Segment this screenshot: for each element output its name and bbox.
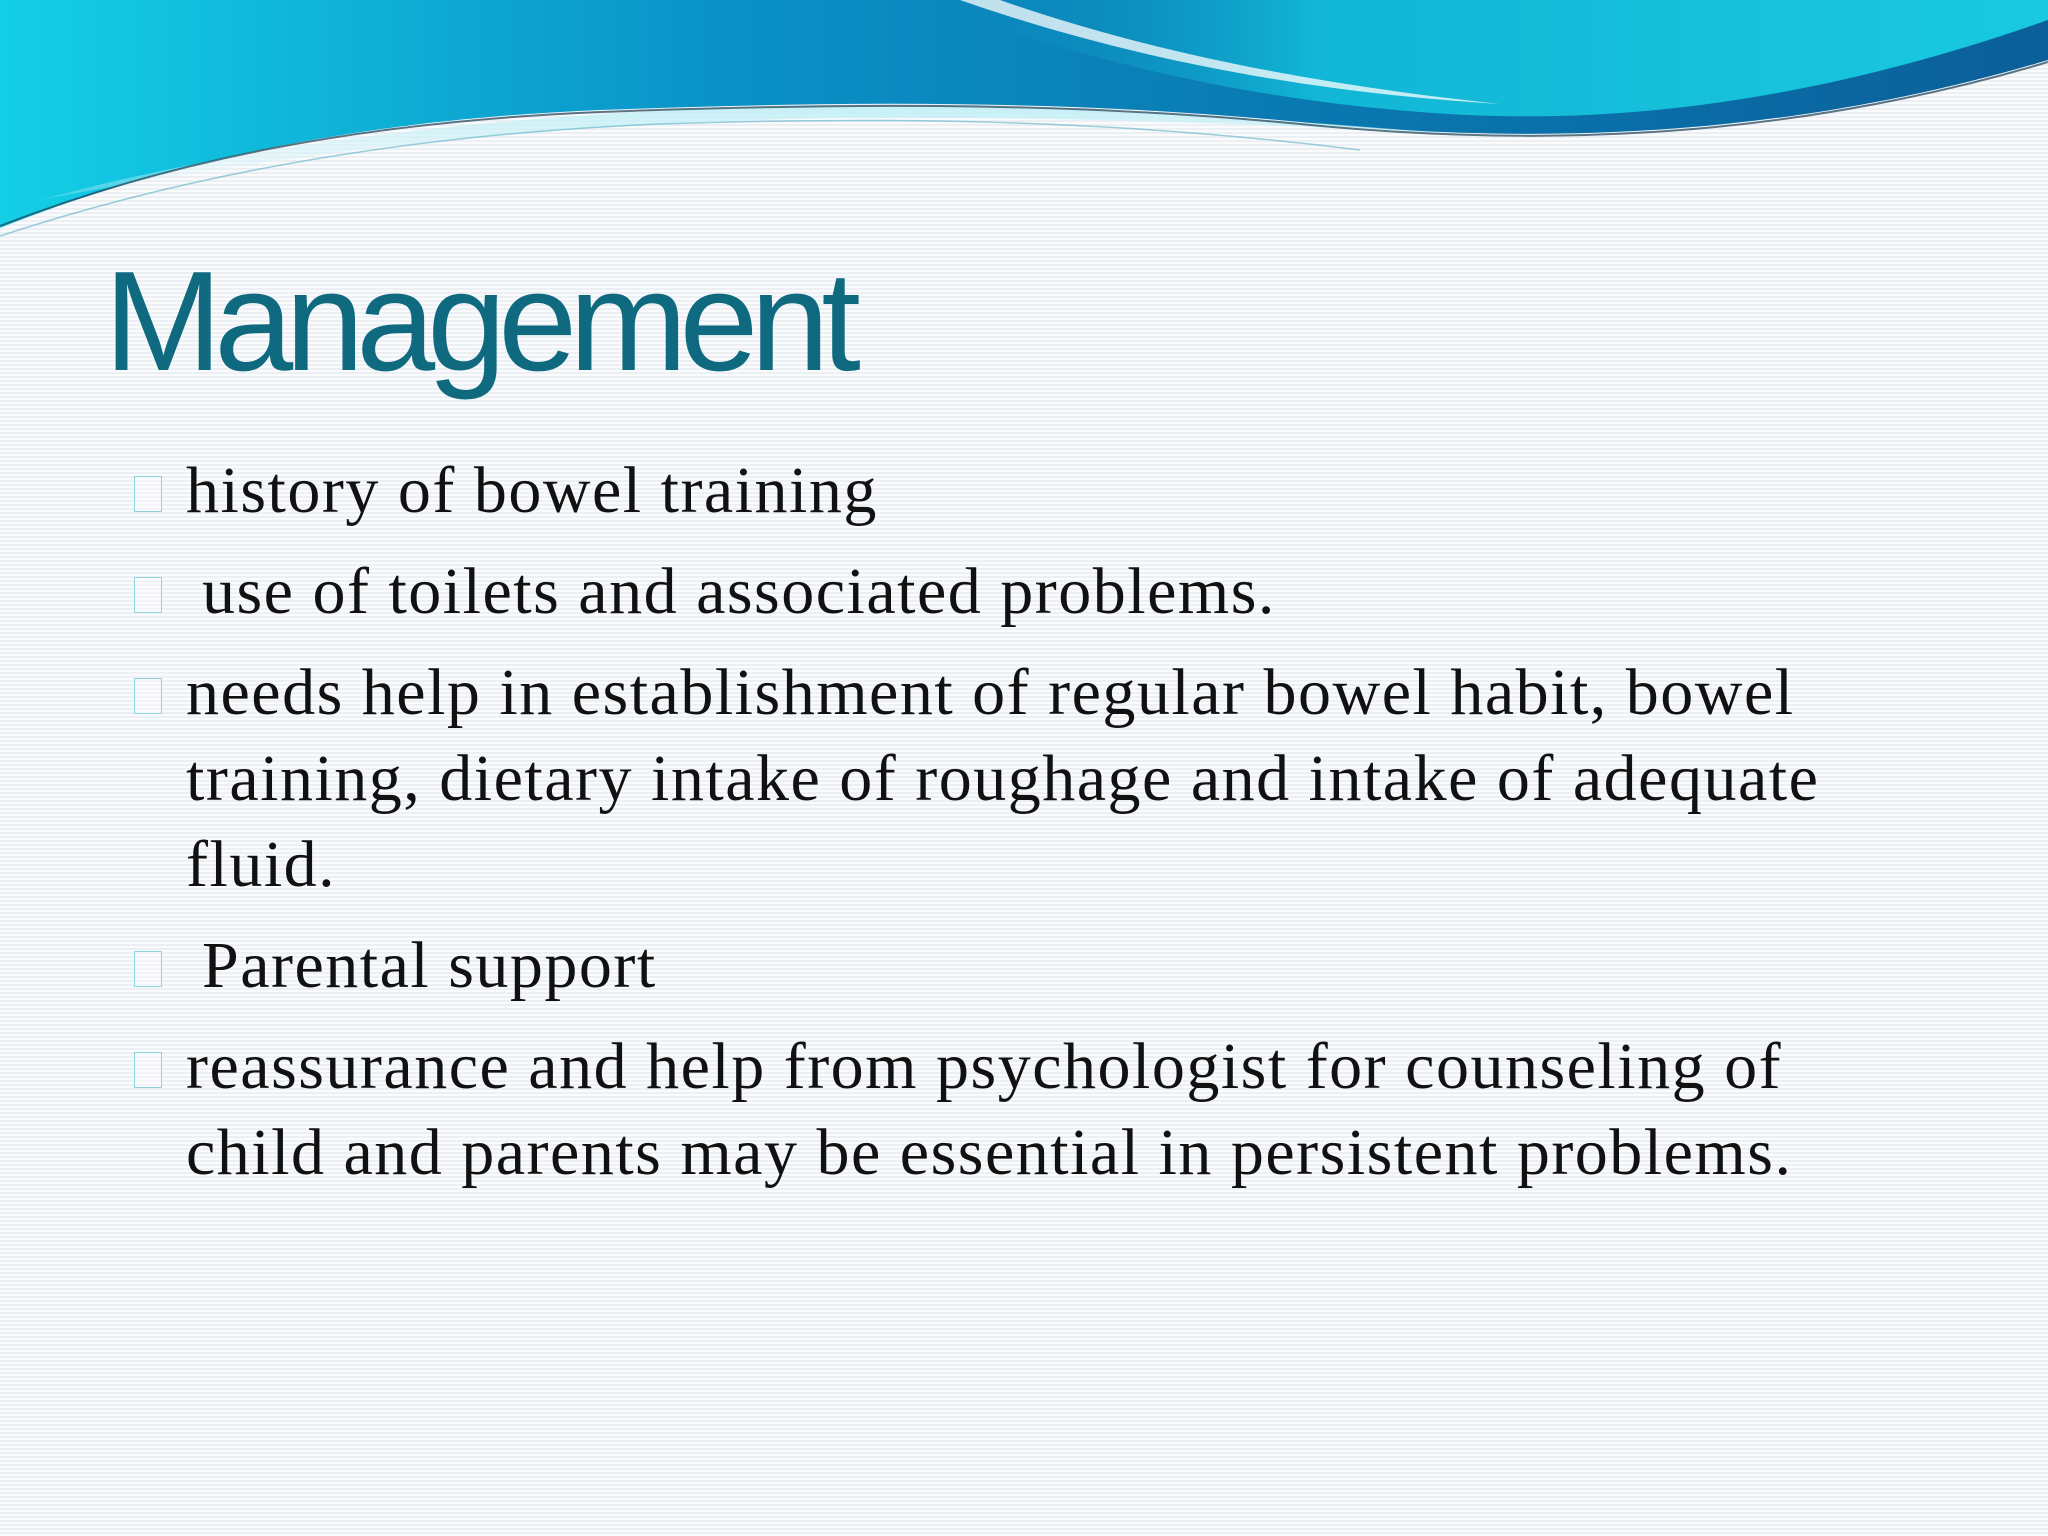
square-bullet-icon [134,951,162,987]
bullet-text: reassurance and help from psychologist for counseling of child and parents may be essential in persistent problems. [186,1030,1793,1189]
square-bullet-icon [134,1052,162,1088]
bullet-text: Parental support [202,929,657,1002]
bullet-text: history of bowel training [186,454,878,527]
header-wave-decoration [0,0,2048,240]
square-bullet-icon [134,678,162,714]
list-item [128,1024,1918,1196]
slide-title: Management [104,242,853,401]
bullet-list [128,448,1918,1211]
square-bullet-icon [134,476,162,512]
bullet-text: needs help in establishment of regular bowel habit, bowel training, dietary intake of roughage and intake of adequate fluid. [186,656,1820,901]
list-item [128,448,1918,534]
bullet-text: use of toilets and associated problems. [202,555,1276,628]
list-item [128,549,1918,635]
list-item [128,650,1918,908]
square-bullet-icon [134,577,162,613]
list-item [128,923,1918,1009]
